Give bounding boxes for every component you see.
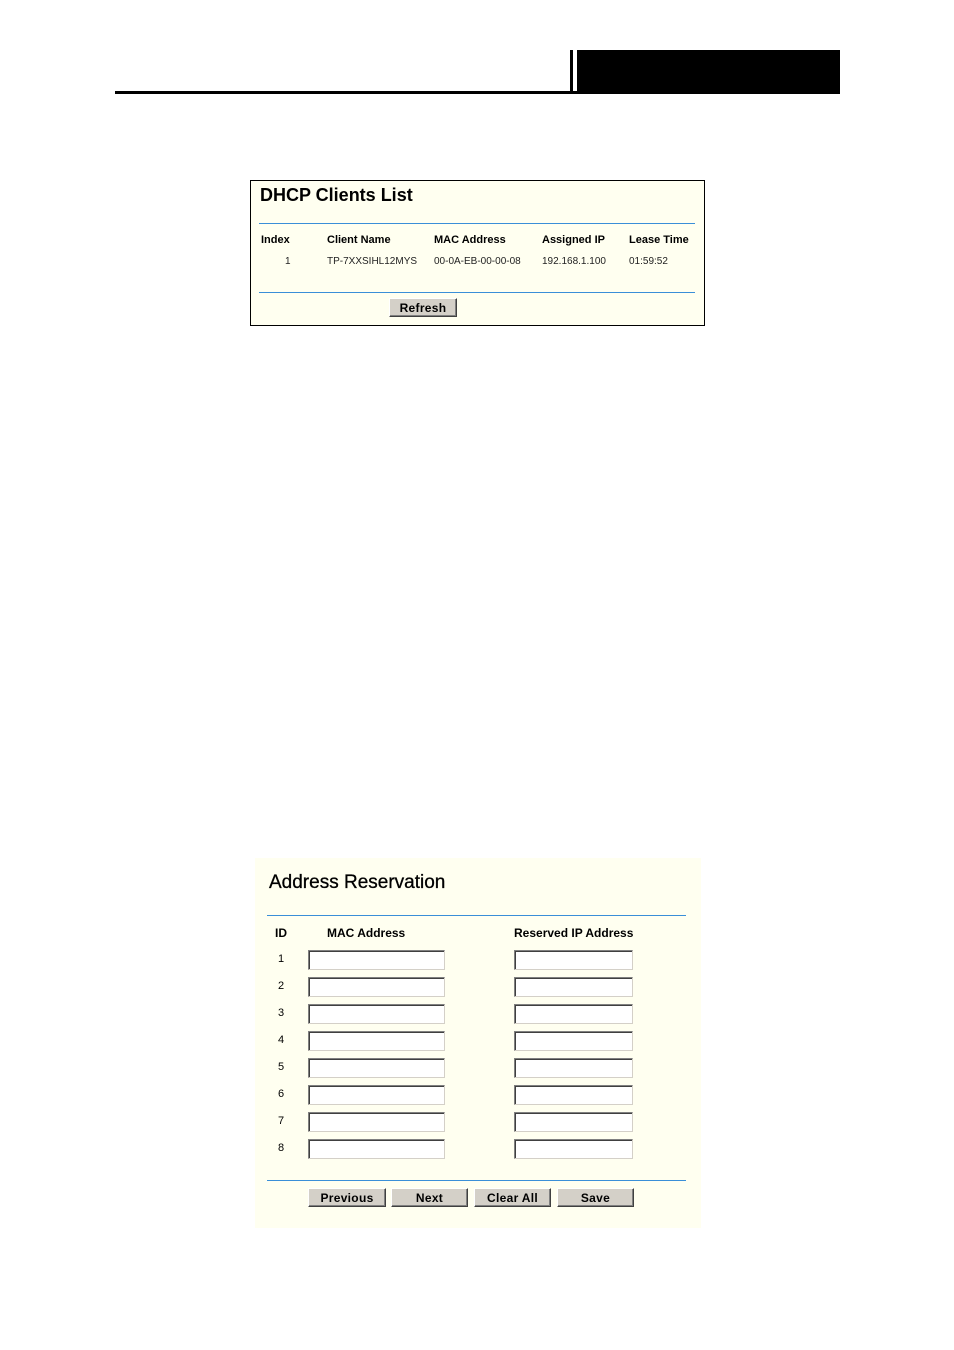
header-rule [115,91,840,94]
row-id: 5 [278,1061,285,1073]
save-button[interactable]: Save [557,1188,634,1207]
mac-address-input-3[interactable] [308,1004,445,1024]
dhcp-clients-panel [250,180,705,326]
reservation-bottom-divider [267,1180,686,1181]
cell-client-name: TP-7XXSIHL12MYS [327,256,418,267]
cell-assigned-ip: 192.168.1.100 [542,256,606,267]
row-id: 3 [278,1007,285,1019]
reserved-ip-input-7[interactable] [514,1112,633,1132]
col-header-assigned-ip: Assigned IP [542,234,605,246]
col-header-index: Index [261,234,290,246]
reserved-ip-input-6[interactable] [514,1085,633,1105]
reserved-ip-input-2[interactable] [514,977,633,997]
col-header-mac-address: MAC Address [434,234,506,246]
row-id: 1 [278,953,285,965]
cell-mac-address: 00-0A-EB-00-00-08 [434,256,521,267]
mac-address-input-7[interactable] [308,1112,445,1132]
mac-address-input-4[interactable] [308,1031,445,1051]
row-id: 4 [278,1034,285,1046]
refresh-button[interactable]: Refresh [389,298,457,317]
row-id: 2 [278,980,285,992]
reserved-ip-input-1[interactable] [514,950,633,970]
dhcp-top-divider [259,223,695,224]
mac-address-input-1[interactable] [308,950,445,970]
header-black-block [570,50,840,94]
cell-index: 1 [285,256,291,267]
reserved-ip-input-8[interactable] [514,1139,633,1159]
col-header-reserved-ip: Reserved IP Address [514,926,634,940]
row-id: 7 [278,1115,285,1127]
col-header-id: ID [275,926,287,940]
address-reservation-panel [255,858,701,1228]
col-header-mac-address: MAC Address [327,926,406,940]
dhcp-bottom-divider [259,292,695,293]
next-button[interactable]: Next [391,1188,468,1207]
reserved-ip-input-3[interactable] [514,1004,633,1024]
mac-address-input-8[interactable] [308,1139,445,1159]
mac-address-input-5[interactable] [308,1058,445,1078]
reserved-ip-input-5[interactable] [514,1058,633,1078]
address-reservation-title: Address Reservation [269,872,446,893]
clear-all-button[interactable]: Clear All [474,1188,551,1207]
row-id: 6 [278,1088,285,1100]
previous-button[interactable]: Previous [308,1188,386,1207]
header-block-gap [573,50,577,94]
col-header-client-name: Client Name [327,234,391,246]
dhcp-clients-title: DHCP Clients List [260,185,413,205]
mac-address-input-2[interactable] [308,977,445,997]
reserved-ip-input-4[interactable] [514,1031,633,1051]
row-id: 8 [278,1142,285,1154]
col-header-lease-time: Lease Time [629,234,689,246]
reservation-top-divider [267,915,686,916]
cell-lease-time: 01:59:52 [629,256,668,267]
mac-address-input-6[interactable] [308,1085,445,1105]
